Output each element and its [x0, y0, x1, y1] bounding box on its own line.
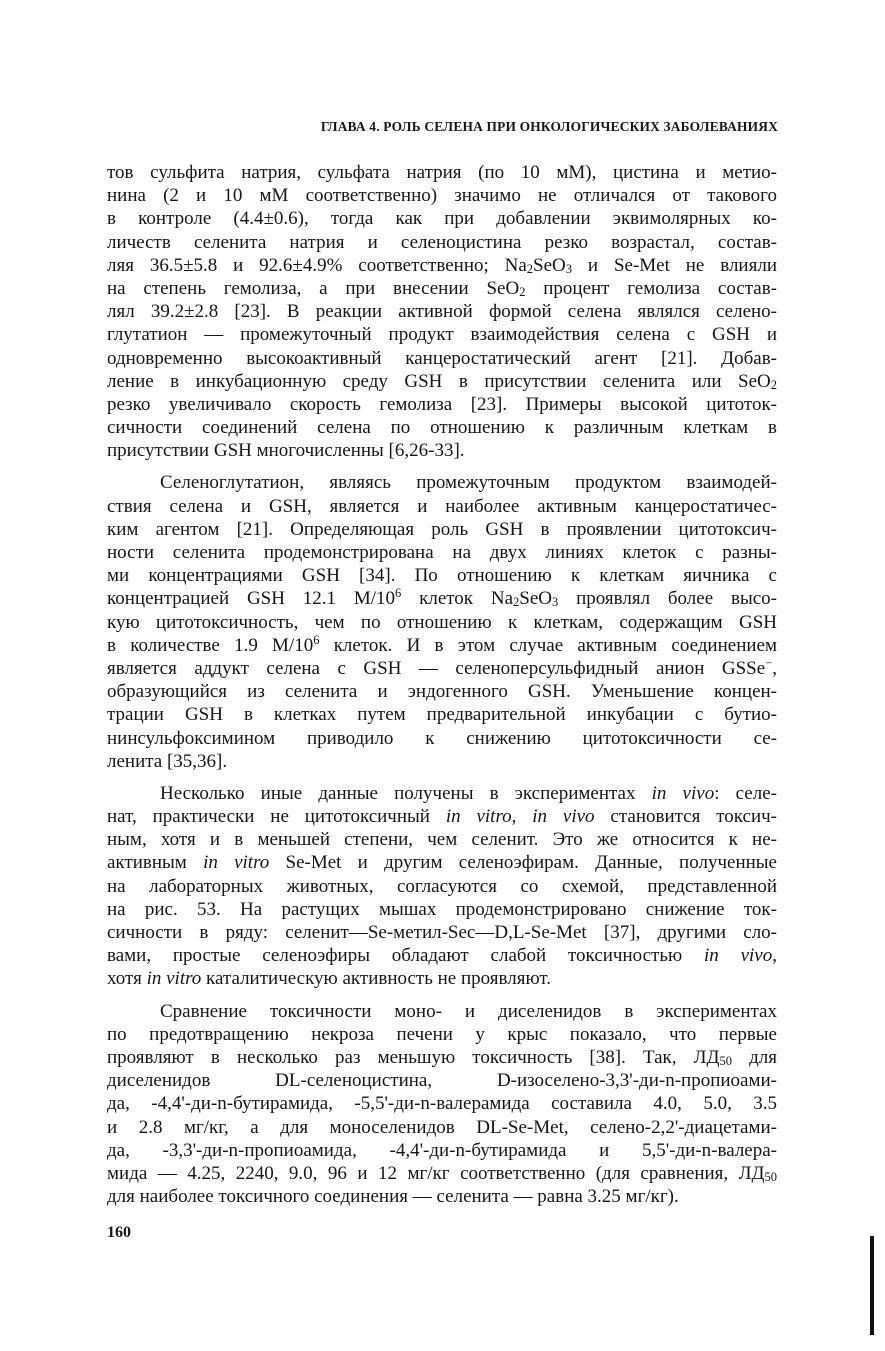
text-run: проявляют в несколько раз меньшую токсичность [38]. Так, ЛД	[107, 1046, 720, 1068]
text-line	[107, 805, 777, 828]
text-run: образующийся из селенита и эндогенного GSH. Уменьшение концен-	[107, 681, 777, 703]
text-run: тов сульфита натрия, сульфата натрия (по 10 мМ), цистина и метио-	[107, 162, 777, 183]
text-line	[107, 944, 777, 967]
text-run: SeO	[519, 588, 553, 610]
italic-term: in vivo	[532, 806, 595, 828]
text-run: резко увеличивало скорость гемолиза [23]. Примеры высокой цитоток-	[107, 393, 777, 415]
text-run: активным	[107, 852, 204, 874]
text-run: клеток. И в этом случае активным соединением	[319, 634, 777, 656]
paragraph	[107, 161, 777, 462]
text-line	[107, 657, 777, 680]
text-run: ляя 36.5±5.8 и 92.6±4.9% соответственно; Na	[107, 254, 527, 276]
text-line	[107, 851, 777, 874]
text-line	[107, 347, 777, 370]
text-run: ,	[772, 945, 777, 967]
text-run: сичности в ряду: селенит—Se-метил-Sec—D,L-Se-Met [37], другими сло-	[107, 922, 777, 943]
subscript: 2	[526, 261, 534, 276]
text-line	[107, 161, 777, 184]
text-line	[107, 300, 777, 323]
paragraph-gap	[107, 462, 777, 471]
text-run: на степень гемолиза, а при внесении SeO	[107, 277, 520, 299]
subscript: 2	[519, 284, 526, 299]
text-line	[107, 921, 777, 944]
text-line	[107, 1069, 777, 1092]
text-run: SeO	[533, 254, 566, 276]
superscript: −	[765, 655, 773, 670]
text-run: Несколько иные данные получены в экспериментах	[160, 782, 652, 804]
text-line	[107, 564, 777, 587]
text-line	[107, 828, 777, 851]
text-line	[107, 370, 777, 393]
text-run: каталитическую активность не проявляют.	[201, 968, 552, 990]
text-line	[107, 495, 777, 518]
text-line	[107, 750, 777, 773]
text-line	[107, 875, 777, 898]
text-run: клеток Na	[401, 588, 514, 610]
text-run: глутатион — промежуточный продукт взаимодействия селена с GSH и	[107, 324, 777, 346]
italic-term: in vivo	[651, 782, 715, 804]
text-run: ,	[772, 657, 777, 679]
text-line	[107, 471, 777, 494]
text-run: хотя	[107, 968, 147, 990]
text-line	[107, 703, 777, 726]
paragraph-gap	[107, 991, 777, 1000]
text-run: присутствии GSH многочисленны [6,26-33].	[107, 440, 465, 462]
text-line	[107, 323, 777, 346]
page-number: 160	[107, 1224, 131, 1241]
text-run: Сравнение токсичности моно- и диселенидов в экспериментах	[160, 1000, 777, 1022]
text-line	[107, 1046, 777, 1069]
text-line	[107, 207, 777, 230]
text-run: для наиболее токсичного соединения — селенита — равна 3.25 мг/кг).	[107, 1186, 679, 1208]
text-run: нинсульфоксимином приводило к снижению цитотоксичности се-	[107, 727, 777, 749]
text-run: мида — 4.25, 2240, 9.0, 96 и 12 мг/кг соответственно (для сравнения, ЛД	[107, 1162, 765, 1184]
text-run: кую цитотоксичность, чем по отношению к клеткам, содержащим GSH	[107, 611, 777, 633]
text-run: проявлял более высо-	[558, 588, 777, 610]
text-line	[107, 782, 777, 805]
text-run: нина (2 и 10 мМ соответственно) значимо не отличался от такового	[107, 185, 777, 207]
text-run: ленита [35,36].	[107, 750, 228, 772]
text-line	[107, 680, 777, 703]
text-line	[107, 587, 777, 610]
paragraph	[107, 782, 777, 991]
text-run: ление в инкубационную среду GSH в присутствии селенита или SeO	[107, 370, 771, 392]
text-line	[107, 1000, 777, 1023]
text-run: ми концентрациями GSH [34]. По отношению к клеткам яичника с	[107, 565, 777, 587]
paragraph	[107, 1000, 777, 1209]
superscript: 6	[313, 632, 320, 647]
text-run: на лабораторных животных, согласуются со схемой, представленной	[107, 875, 777, 897]
text-run: лял 39.2±2.8 [23]. В реакции активной формой селена являлся селено-	[107, 301, 777, 323]
text-line	[107, 1092, 777, 1115]
text-run: сичности соединений селена по отношению к различным клеткам в	[107, 417, 777, 439]
text-run: нат, практически не цитотоксичный	[107, 806, 446, 828]
text-run: личеств селенита натрия и селеноцистина резко возрастал, состав-	[107, 231, 777, 253]
subscript: 50	[719, 1053, 732, 1068]
text-run: : селе-	[714, 782, 777, 804]
text-run: является аддукт селена с GSH — селеноперсульфидный анион GSSe	[107, 657, 766, 679]
italic-term: in vitro	[445, 806, 512, 828]
text-run: на рис. 53. На растущих мышах продемонстрировано снижение ток-	[107, 898, 777, 920]
text-line	[107, 611, 777, 634]
italic-term: in vivo	[704, 945, 773, 967]
body-text	[107, 161, 777, 1208]
text-line	[107, 254, 777, 277]
text-run: и 2.8 мг/кг, а для моноселенидов DL-Se-Met, селено-2,2'-диацетами-	[107, 1116, 777, 1138]
text-line	[107, 1162, 777, 1185]
subscript: 50	[764, 1169, 777, 1184]
italic-term: in vitro	[146, 968, 202, 990]
subscript: 3	[552, 595, 559, 610]
text-run: становится токсич-	[594, 806, 777, 828]
subscript: 2	[513, 595, 520, 610]
paragraph-gap	[107, 773, 777, 782]
text-line	[107, 184, 777, 207]
text-run: да, -4,4'-ди-n-бутирамида, -5,5'-ди-n-валерамида составила 4.0, 5.0, 3.5	[107, 1093, 777, 1115]
text-run: ным, хотя и в меньшей степени, чем селенит. Это же относится к не-	[107, 829, 777, 851]
superscript: 6	[395, 586, 402, 601]
text-line	[107, 1023, 777, 1046]
text-run: трации GSH в клетках путем предварительной инкубации с бутио-	[107, 704, 777, 726]
text-run: по предотвращению некроза печени у крыс показало, что первые	[107, 1023, 777, 1045]
text-run: диселенидов DL-селеноцистина, D-изоселено-3,3'-ди-n-пропиоами-	[107, 1070, 777, 1092]
text-run: процент гемолиза состав-	[525, 277, 777, 299]
text-line	[107, 277, 777, 300]
text-run: да, -3,3'-ди-n-пропиоамида, -4,4'-ди-n-бутирамида и 5,5'-ди-n-валера-	[107, 1139, 777, 1161]
text-line	[107, 393, 777, 416]
text-run: в количестве 1.9 М/10	[107, 634, 314, 656]
text-line	[107, 1185, 777, 1208]
text-line	[107, 439, 777, 462]
text-line	[107, 1139, 777, 1162]
text-run: концентрацией GSH 12.1 М/10	[107, 588, 396, 610]
text-line	[107, 518, 777, 541]
page-edge-mark	[870, 1236, 874, 1335]
running-head: ГЛАВА 4. РОЛЬ СЕЛЕНА ПРИ ОНКОЛОГИЧЕСКИХ ЗАБОЛЕВАНИЯХ	[320, 119, 778, 134]
subscript: 3	[565, 261, 573, 276]
text-line	[107, 231, 777, 254]
subscript: 2	[770, 377, 777, 392]
text-run: ности селенита продемонстрирована на двух линиях клеток с разны-	[107, 542, 777, 563]
italic-term: in vitro	[203, 852, 270, 874]
text-run: Se-Met и другим селеноэфирам. Данные, полученные	[269, 852, 777, 874]
paragraph	[107, 471, 777, 772]
text-line	[107, 1116, 777, 1139]
text-run: и Se-Met не влияли	[572, 254, 777, 276]
text-run: ,	[511, 806, 533, 828]
text-line	[107, 416, 777, 439]
text-run: Селеноглутатион, являясь промежуточным продуктом взаимодей-	[160, 472, 777, 494]
text-run: для	[731, 1046, 777, 1068]
text-line	[107, 634, 777, 657]
text-run: ствия селена и GSH, является и наиболее активным канцеростатичес-	[107, 495, 777, 517]
text-run: вами, простые селеноэфиры обладают слабой токсичностью	[107, 945, 705, 967]
text-run: в контроле (4.4±0.6), тогда как при добавлении эквимолярных ко-	[107, 208, 777, 230]
text-line	[107, 898, 777, 921]
text-line	[107, 967, 777, 990]
text-line	[107, 727, 777, 750]
text-run: ким агентом [21]. Определяющая роль GSH в проявлении цитотоксич-	[107, 518, 777, 540]
text-run: одновременно высокоактивный канцеростатический агент [21]. Добав-	[107, 347, 777, 369]
text-line	[107, 541, 777, 564]
